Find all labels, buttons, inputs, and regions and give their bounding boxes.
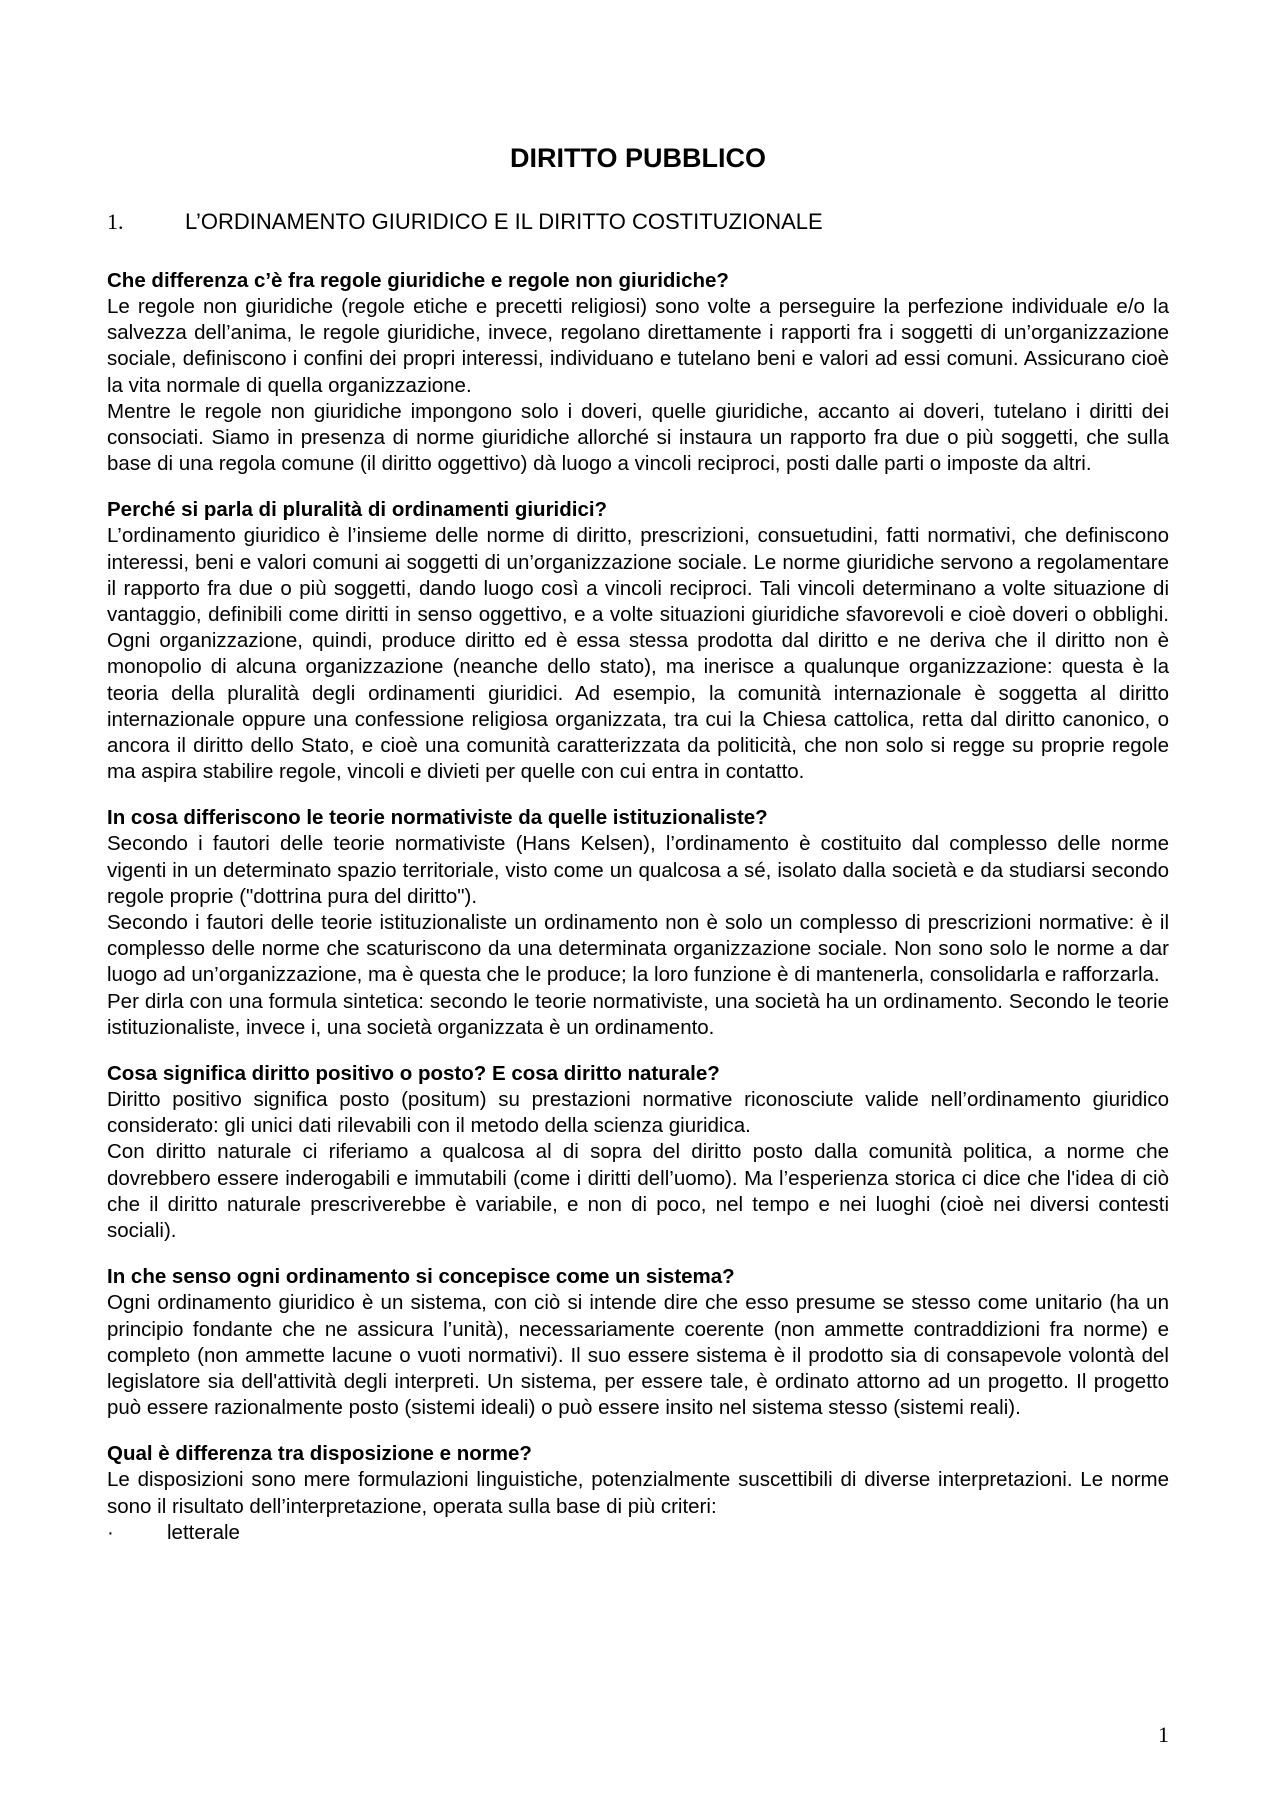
- section-regole-giuridiche: [107, 268, 1169, 477]
- section-paragraph: Mentre le regole non giuridiche impongono solo i doveri, quelle giuridiche, accanto ai doveri, tutelano i diritti dei consociati. Siamo in presenza di norme giuridiche allorché si instaura un rapporto fra due o più soggetti, che sulla base di una regola comune (il diritto oggettivo) dà luogo a vincoli reciproci, posti dalle parti o imposte da altri.: [107, 399, 1169, 476]
- section-question: In che senso ogni ordinamento si concepisce come un sistema?: [107, 1265, 735, 1289]
- section-question: Perché si parla di pluralità di ordinamenti giuridici?: [107, 498, 608, 522]
- section-teorie-normativiste: [107, 805, 1169, 1041]
- section-diritto-positivo: [107, 1061, 1169, 1244]
- chapter-title: L’ORDINAMENTO GIURIDICO E IL DIRITTO COSTITUZIONALE: [185, 209, 823, 234]
- bullet-marker: ·: [107, 1520, 114, 1544]
- section-paragraph: Secondo i fautori delle teorie normativiste (Hans Kelsen), l’ordinamento è costituito dal complesso delle norme vigenti in un determinato spazio territoriale, visto come un qualcosa a sé, isolato dalla società e da studiarsi secondo regole proprie ("dottrina pura del diritto").: [107, 832, 1169, 908]
- section-pluralita-ordinamenti: [107, 497, 1169, 785]
- section-question: Qual è differenza tra disposizione e norme?: [107, 1442, 532, 1466]
- section-question: Cosa significa diritto positivo o posto? E cosa diritto naturale?: [107, 1062, 720, 1086]
- section-paragraph: Le disposizioni sono mere formulazioni linguistiche, potenzialmente suscettibili di diverse interpretazioni. Le norme sono il risultato dell’interpretazione, operata sulla base di più criteri:: [107, 1468, 1169, 1518]
- section-paragraph: Le regole non giuridiche (regole etiche e precetti religiosi) sono volte a perseguire la perfezione individuale e/o la salvezza dell’anima, le regole giuridiche, invece, regolano direttamente i rapporti fra i soggetti di un’organizzazione sociale, definiscono i confini dei propri interessi, individuano e tutelano beni e valori ad essi comuni. Assicurano cioè la vita normale di quella organizzazione.: [107, 295, 1169, 397]
- page-number: 1: [1158, 1722, 1169, 1747]
- list-item: [107, 1520, 1169, 1546]
- chapter-heading: [107, 208, 1169, 236]
- bullet-text: letterale: [167, 1520, 240, 1544]
- section-paragraph: Per dirla con una formula sintetica: secondo le teorie normativiste, una società ha un ordinamento. Secondo le teorie istituzionaliste, invece i, una società organizzata è un ordinamento.: [107, 989, 1169, 1039]
- section-paragraph: Diritto positivo significa posto (positum) su prestazioni normative riconosciute valide nell’ordinamento giuridico considerato: gli unici dati rilevabili con il metodo della scienza giuridica.: [107, 1088, 1169, 1138]
- document-page: [107, 0, 1169, 1808]
- section-question: In cosa differiscono le teorie normativiste da quelle istituzionaliste?: [107, 806, 768, 830]
- document-body: [107, 262, 1169, 1546]
- section-question: Che differenza c’è fra regole giuridiche e regole non giuridiche?: [107, 269, 729, 292]
- section-sistema: [107, 1264, 1169, 1421]
- chapter-number: 1.: [107, 209, 124, 234]
- section-disposizione-norme: [107, 1441, 1169, 1545]
- section-paragraph: Ogni ordinamento giuridico è un sistema, con ciò si intende dire che esso presume se stesso come unitario (ha un principio fondante che ne assicura l’unità), necessariamente coerente (non ammette contraddizioni fra norme) e completo (non ammette lacune o vuoti normativi). Il suo essere sistema è il prodotto sia di consapevole volontà del legislatore sia dell'attività degli interpreti. Un sistema, per essere tale, è ordinato attorno ad un progetto. Il progetto può essere razionalmente posto (sistemi ideali) o può essere insito nel sistema stesso (sistemi reali).: [107, 1291, 1169, 1420]
- document-title: DIRITTO PUBBLICO: [510, 143, 766, 173]
- section-paragraph: Secondo i fautori delle teorie istituzionaliste un ordinamento non è solo un complesso di prescrizioni normative: è il complesso delle norme che scaturiscono da una determinata organizzazione sociale. Non sono solo le norme a dar luogo ad un’organizzazione, ma è questa che le produce; la loro funzione è di mantenerla, consolidarla e rafforzarla.: [107, 911, 1169, 987]
- section-paragraph: Con diritto naturale ci riferiamo a qualcosa al di sopra del diritto posto dalla comunità politica, a norme che dovrebbero essere inderogabili e immutabili (come i diritti dell’uomo). Ma l’esperienza storica ci dice che l'idea di ciò che il diritto naturale prescriverebbe è variabile, e non di poco, nel tempo e nei luoghi (cioè nei diversi contesti sociali).: [107, 1140, 1169, 1243]
- section-paragraph: L’ordinamento giuridico è l’insieme delle norme di diritto, prescrizioni, consuetudini, fatti normativi, che definiscono interessi, beni e valori comuni ai soggetti di un’organizzazione sociale. Le norme giuridiche servono a regolamentare il rapporto fra due o più soggetti, dando luogo così a vincoli reciproci. Tali vincoli determinano a volte situazione di vantaggio, definibili come diritti in senso oggettivo, e a volte situazioni giuridiche sfavorevoli e cioè doveri o obblighi. Ogni organizzazione, quindi, produce diritto ed è essa stessa prodotta dal diritto e ne deriva che il diritto non è monopolio di alcuna organizzazione (neanche dello stato), ma inerisce a qualunque organizzazione: questa è la teoria della pluralità degli ordinamenti giuridici. Ad esempio, la comunità internazionale è soggetta al diritto internazionale oppure una confessione religiosa organizzata, tra cui la Chiesa cattolica, retta dal diritto canonico, o ancora il diritto dello Stato, e cioè una comunità caratterizzata da politicità, che non solo si regge su proprie regole ma aspira stabilire regole, vincoli e divieti per quelle con cui entra in contatto.: [107, 524, 1169, 784]
